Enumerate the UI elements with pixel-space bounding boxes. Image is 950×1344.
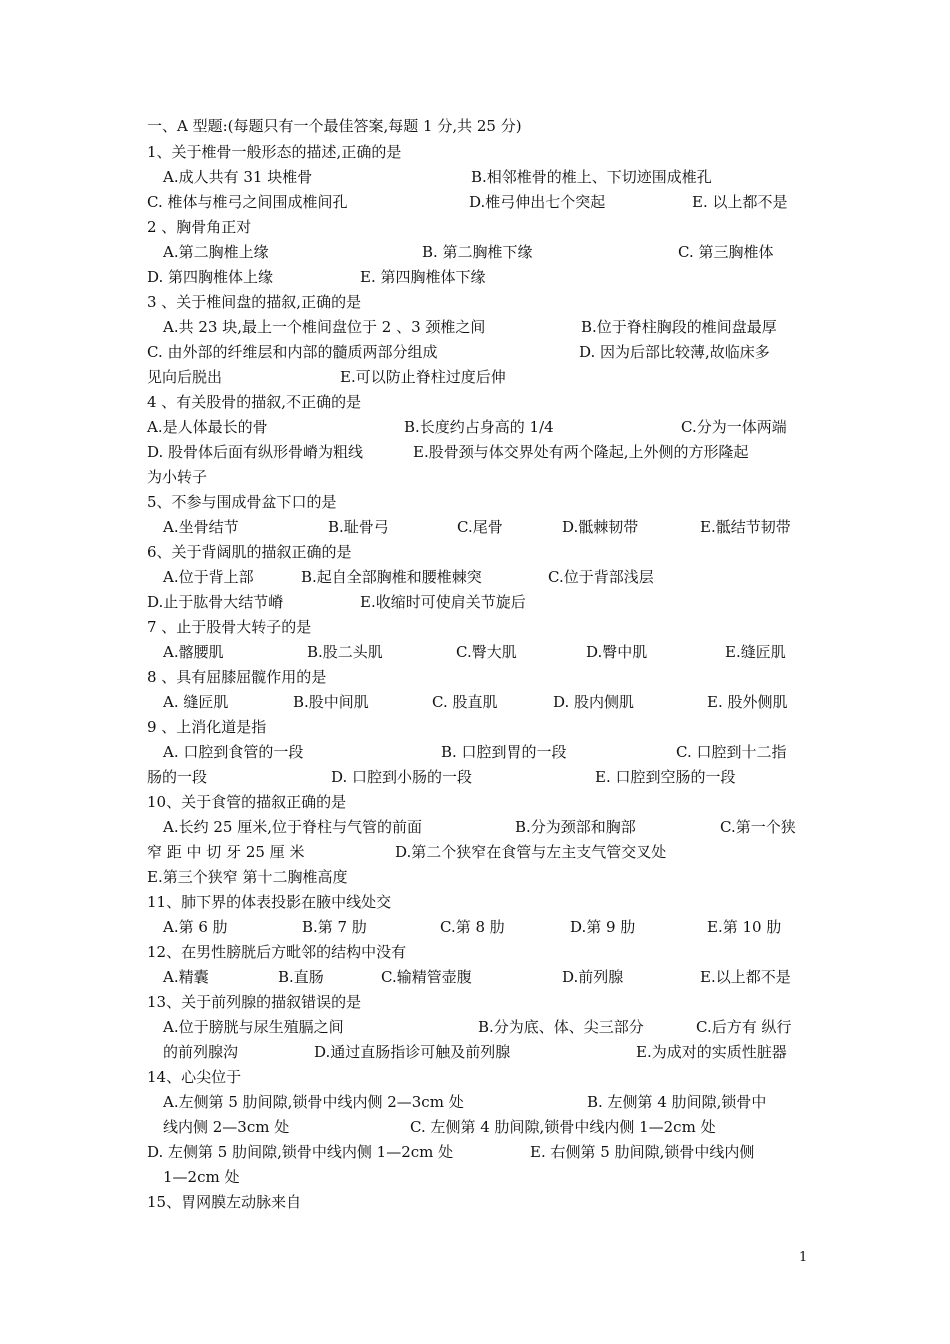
option-continuation: 肠的一段: [147, 768, 208, 786]
options-row: [147, 240, 807, 265]
option: E. 第四胸椎体下缘: [360, 268, 486, 286]
option: A.第二胸椎上缘: [163, 243, 269, 261]
option-continuation: 见向后脱出: [147, 368, 223, 386]
option: C. 股直肌: [432, 693, 498, 711]
option: B.长度约占身高的 1/4: [404, 418, 554, 436]
option: A.长约 25 厘米,位于脊柱与气管的前面: [163, 818, 422, 836]
option: B.股二头肌: [307, 643, 383, 661]
options-row: [147, 690, 807, 715]
option: D.通过直肠指诊可触及前列腺: [314, 1043, 511, 1061]
section-header: 一、A 型题:(每题只有一个最佳答案,每题 1 分,共 25 分): [147, 117, 522, 135]
option: E.缝匠肌: [725, 643, 786, 661]
option: C. 左侧第 4 肋间隙,锁骨中线内侧 1—2cm 处: [410, 1118, 716, 1136]
option: D. 股骨体后面有纵形骨嵴为粗线: [147, 443, 364, 461]
option: E.可以防止脊柱过度后伸: [340, 368, 506, 386]
option: D.第二个狭窄在食管与左主支气管交叉处: [395, 843, 667, 861]
option: C.尾骨: [457, 518, 503, 536]
question-stem: 7 、止于股骨大转子的是: [147, 618, 312, 636]
option: E.股骨颈与体交界处有两个隆起,上外侧的方形隆起: [413, 443, 749, 461]
option-continuation: 线内侧 2—3cm 处: [163, 1118, 290, 1136]
option: C. 口腔到十二指: [676, 743, 787, 761]
option: A.髂腰肌: [163, 643, 224, 661]
option: E. 以上都不是: [692, 193, 788, 211]
question-stem: 4 、有关股骨的描叙,不正确的是: [147, 393, 362, 411]
options-row: [147, 565, 807, 590]
option: B.耻骨弓: [328, 518, 389, 536]
options-row: [147, 190, 807, 215]
option: D. 左侧第 5 肋间隙,锁骨中线内侧 1—2cm 处: [147, 1143, 454, 1161]
options-row: [147, 740, 807, 765]
question-stem: 5、不参与围成骨盆下口的是: [147, 493, 337, 511]
option: A.坐骨结节: [163, 518, 239, 536]
options-row: [147, 1090, 807, 1115]
option: A.左侧第 5 肋间隙,锁骨中线内侧 2—3cm 处: [163, 1093, 464, 1111]
options-row: [147, 865, 807, 890]
options-row: [147, 165, 807, 190]
option: E.为成对的实质性脏器: [636, 1043, 787, 1061]
option: D.第 9 肋: [570, 918, 636, 936]
options-row: [147, 1115, 807, 1140]
option: A.位于膀胱与尿生殖膈之间: [163, 1018, 344, 1036]
option: A. 口腔到食管的一段: [163, 743, 304, 761]
option: D.椎弓伸出七个突起: [469, 193, 606, 211]
option: B.分为底、体、尖三部分: [478, 1018, 644, 1036]
option: C.后方有 纵行: [696, 1018, 792, 1036]
option: C.第一个狭: [720, 818, 796, 836]
question-stem: 10、关于食管的描叙正确的是: [147, 793, 347, 811]
option-continuation: 1—2cm 处: [163, 1168, 240, 1186]
option: D. 因为后部比较薄,故临床多: [579, 343, 770, 361]
option: E. 口腔到空肠的一段: [595, 768, 736, 786]
question-stem: 11、肺下界的体表投影在腋中线处交: [147, 893, 392, 911]
option-continuation: 的前列腺沟: [163, 1043, 239, 1061]
options-row: [147, 840, 807, 865]
option: D.臀中肌: [586, 643, 648, 661]
question-stem: 15、胃网膜左动脉来自: [147, 1193, 302, 1211]
option: B.分为颈部和胸部: [515, 818, 636, 836]
option: B.直肠: [278, 968, 324, 986]
question-stem: 2 、胸骨角正对: [147, 218, 252, 236]
question-stem: 12、在男性膀胱后方毗邻的结构中没有: [147, 943, 407, 961]
option: D. 口腔到小肠的一段: [331, 768, 473, 786]
option: E.以上都不是: [700, 968, 791, 986]
option: A.成人共有 31 块椎骨: [163, 168, 313, 186]
option: C.分为一体两端: [681, 418, 787, 436]
option: D.前列腺: [562, 968, 624, 986]
options-row: [147, 465, 807, 490]
options-row: [147, 1140, 807, 1165]
option: C. 椎体与椎弓之间围成椎间孔: [147, 193, 348, 211]
option: B.位于脊柱胸段的椎间盘最厚: [581, 318, 777, 336]
option: D.止于肱骨大结节嵴: [147, 593, 284, 611]
options-row: [147, 590, 807, 615]
option: B.第 7 肋: [302, 918, 367, 936]
options-row: [147, 640, 807, 665]
option: E. 右侧第 5 肋间隙,锁骨中线内侧: [530, 1143, 755, 1161]
question-stem: 8 、具有屈膝屈髋作用的是: [147, 668, 327, 686]
options-row: [147, 365, 807, 390]
option: E.收缩时可使肩关节旋后: [360, 593, 526, 611]
option: E. 股外侧肌: [707, 693, 788, 711]
option: E.第三个狭窄 第十二胸椎高度: [147, 868, 348, 886]
question-stem: 3 、关于椎间盘的描叙,正确的是: [147, 293, 362, 311]
option: D. 股内侧肌: [553, 693, 635, 711]
options-row: [147, 265, 807, 290]
option: E.第 10 肋: [707, 918, 782, 936]
options-row: [147, 1040, 807, 1065]
options-row: [147, 440, 807, 465]
options-row: [147, 815, 807, 840]
option: C. 第三胸椎体: [678, 243, 774, 261]
option: D. 第四胸椎体上缘: [147, 268, 274, 286]
option: D.骶棘韧带: [562, 518, 639, 536]
page-number: 1: [799, 1250, 808, 1265]
options-row: [147, 1165, 807, 1190]
option: A.第 6 肋: [163, 918, 228, 936]
option: A.精囊: [163, 968, 209, 986]
option: C. 由外部的纤维层和内部的髓质两部分组成: [147, 343, 438, 361]
option: A.共 23 块,最上一个椎间盘位于 2 、3 颈椎之间: [163, 318, 486, 336]
option: C.位于背部浅层: [548, 568, 654, 586]
option: B. 第二胸椎下缘: [422, 243, 533, 261]
option-continuation: 为小转子: [147, 468, 208, 486]
option: A.位于背上部: [163, 568, 254, 586]
option: A.是人体最长的骨: [147, 418, 268, 436]
question-stem: 13、关于前列腺的描叙错误的是: [147, 993, 362, 1011]
options-row: [147, 340, 807, 365]
options-row: [147, 765, 807, 790]
option: C.输精管壶腹: [381, 968, 472, 986]
options-row: [147, 415, 807, 440]
question-stem: 9 、上消化道是指: [147, 718, 267, 736]
question-stem: 6、关于背阔肌的描叙正确的是: [147, 543, 352, 561]
option: B.起自全部胸椎和腰椎棘突: [301, 568, 482, 586]
options-row: [147, 315, 807, 340]
question-stem: 14、心尖位于: [147, 1068, 242, 1086]
option: C.臀大肌: [456, 643, 517, 661]
option: A. 缝匠肌: [163, 693, 229, 711]
options-row: [147, 965, 807, 990]
question-stem: 1、关于椎骨一般形态的描述,正确的是: [147, 143, 402, 161]
option: B.股中间肌: [293, 693, 369, 711]
options-row: [147, 915, 807, 940]
options-row: [147, 1015, 807, 1040]
option: B. 左侧第 4 肋间隙,锁骨中: [587, 1093, 767, 1111]
option: E.骶结节韧带: [700, 518, 791, 536]
option: B. 口腔到胃的一段: [441, 743, 567, 761]
options-row: [147, 515, 807, 540]
option: B.相邻椎骨的椎上、下切迹围成椎孔: [471, 168, 712, 186]
option-continuation: 窄 距 中 切 牙 25 厘 米: [147, 843, 305, 861]
option: C.第 8 肋: [440, 918, 505, 936]
